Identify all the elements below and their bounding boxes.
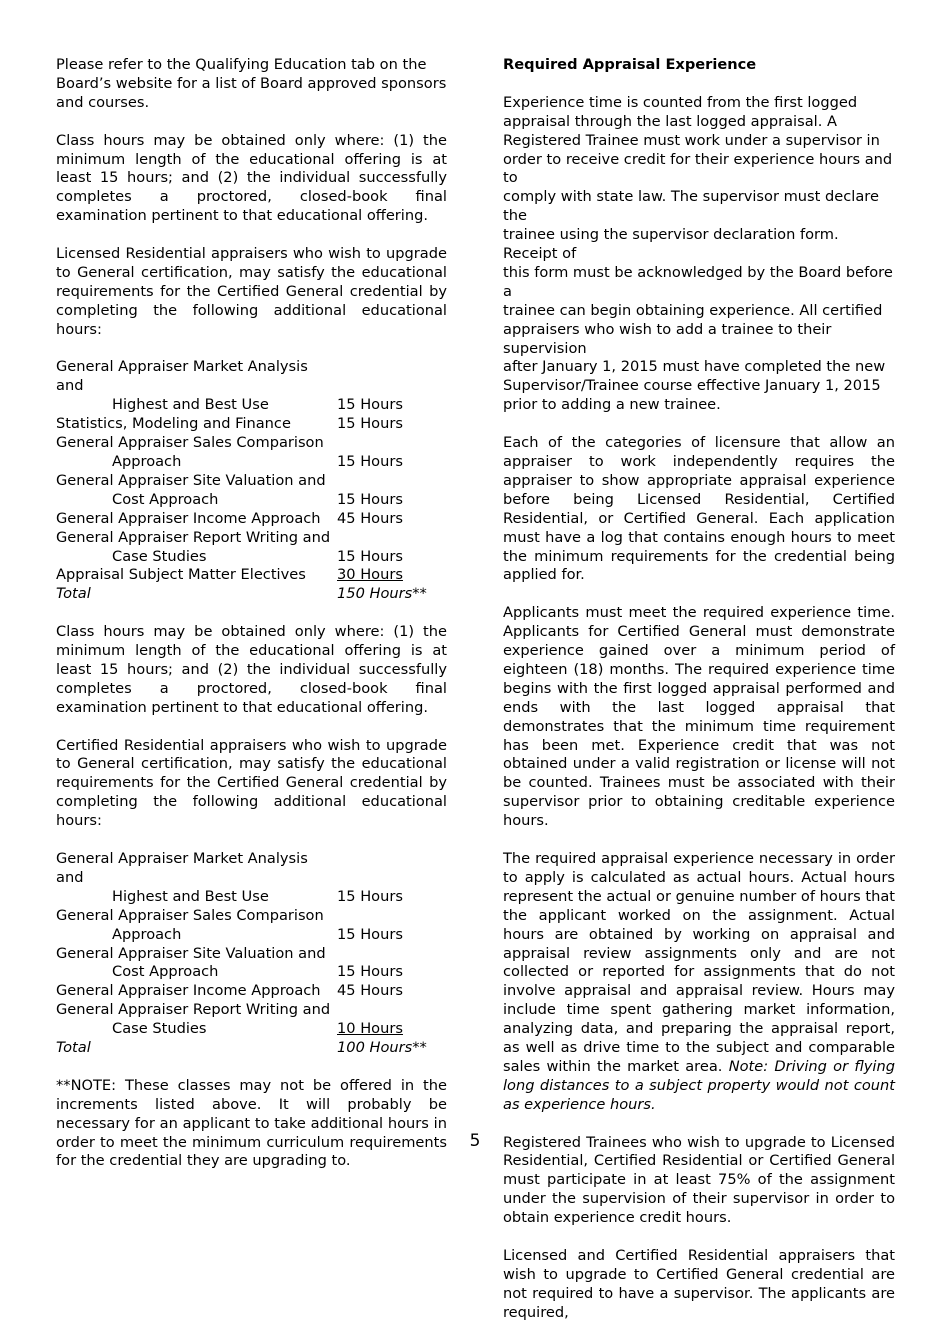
table-row [56,982,447,1001]
course-hours: 15 Hours [337,396,403,414]
table-row [56,1020,447,1039]
experience-paragraph-1 [503,94,895,415]
table-row [56,415,447,434]
certified-upgrade-paragraph: Certified Residential appraisers who wish to upgrade to General certification, may satisfy the educational requirements for the Certified General credential by completing the following additional educational hours: [56,736,447,830]
text-line: Registered Trainee must work under a supervisor in [503,131,880,149]
section-heading: Required Appraisal Experience [503,56,757,73]
table-row [56,963,447,982]
course-name-cont: Case Studies [112,1020,207,1038]
experience-paragraph-3: Applicants must meet the required experience time. Applicants for Certified General must demonstrate experience gained over a minimum period of eighteen (18) months. The required experience time begins with the first logged appraisal performed and ends with the last logged appraisal that demonstrates that the minimum time requirement has been met. Experience credit that was not obtained under a valid registration or license will not be counted. Trainees must be associated with their supervisor prior to obtaining creditable experience hours. [503,604,895,830]
course-name: General Appraiser Market Analysis and [56,849,308,886]
course-name: General Appraiser Sales Comparison [56,434,324,452]
course-hours: 45 Hours [337,509,403,527]
text-line: appraisers who wish to add a trainee to their supervision [503,320,832,357]
experience-paragraph-5: Registered Trainees who wish to upgrade to Licensed Residential, Certified Residential or Certified General must participate in at least 75% of the assignment under the supervision of their supervisor in order to obtain experience credit hours. [503,1133,895,1227]
text-line: after January 1, 2015 must have completed the new [503,358,886,376]
table-row [56,926,447,945]
course-name-cont: Highest and Best Use [112,396,269,414]
licensed-upgrade-paragraph: Licensed Residential appraisers who wish to upgrade to General certification, may satisfy the educational requirements for the Certified General credential by completing the following additional educational hours: [56,245,447,338]
table-row [56,850,447,888]
certified-hours-table [56,850,447,1058]
course-name: General Appraiser Market Analysis and [56,358,308,395]
text-line: appraisal through the last logged appraisal. A [503,112,837,130]
course-name: General Appraiser Sales Comparison [56,906,324,924]
experience-paragraph-2: Each of the categories of licensure that allow an appraiser to work independently requires the appraiser to show appropriate appraisal experience before being Licensed Residential, Certified Residential, or Certified General. Each application must have a log that contains enough hours to meet the minimum requirements for the credential being applied for. [503,434,895,584]
intro-paragraph: Please refer to the Qualifying Education tab on the Board’s website for a list of Board approved sponsors and courses. [56,56,447,111]
text-line: comply with state law. The supervisor must declare the [503,188,879,225]
course-name: General Appraiser Report Writing and [56,528,331,546]
table-row [56,888,447,907]
total-hours: 150 Hours** [337,585,427,603]
table-row [56,529,447,548]
course-hours: 15 Hours [337,452,403,470]
text-line: Supervisor/Trainee course effective January 1, 2015 [503,377,881,395]
course-name-cont: Cost Approach [112,490,219,508]
text-line: trainee can begin obtaining experience. All certified [503,301,883,319]
table-row [56,453,447,472]
table-row [56,510,447,529]
page-number: 5 [469,1131,481,1151]
course-name: General Appraiser Income Approach [56,509,321,527]
course-name-cont: Approach [112,925,182,943]
course-hours: 15 Hours [337,547,403,565]
class-hours-paragraph-2: Class hours may be obtained only where: (1) the minimum length of the educational offering is at least 15 hours; and (2) the individual successfully completes a proctored, closed-book final examination pertinent to that educational offering. [56,623,447,716]
experience-paragraph-6: Licensed and Certified Residential appraisers that wish to upgrade to Certified General credential are not required to have a supervisor. The applicants are required, [503,1247,895,1321]
actual-hours-text: The required appraisal experience necessary in order to apply is calculated as actual hours. Actual hours represent the actual or genuine number of hours that the applicant worked on the assignment. Actual hours are obtained by working on appraisal and appraisal review assignments only and are not collected or reported for assignments that do not involve appraisal and appraisal review. Hours may include time spent gathering market information, analyzing data, and preparing the appraisal report, as well as drive time to the subject and comparable sales within the market area. [503,850,895,1075]
text-line: Experience time is counted from the first logged [503,93,858,111]
course-name: General Appraiser Site Valuation and [56,471,326,489]
table-row [56,472,447,491]
course-name: General Appraiser Income Approach [56,982,321,1000]
table-row [56,1001,447,1020]
course-name: General Appraiser Report Writing and [56,1001,331,1019]
licensed-hours-table [56,358,447,604]
table-row [56,358,447,396]
total-label: Total [56,585,91,603]
course-hours: 15 Hours [337,963,403,981]
course-hours: 15 Hours [337,887,403,905]
total-label: Total [56,1039,91,1057]
table-total-row [56,1039,447,1058]
experience-paragraph-4 [503,850,895,1115]
table-row [56,396,447,415]
course-name-cont: Approach [112,452,182,470]
course-name-cont: Highest and Best Use [112,887,269,905]
course-hours: 45 Hours [337,982,403,1000]
course-hours: 15 Hours [337,415,403,433]
driving-note: Note: Driving or flying long distances to a subject property would not count as experience hours. [503,1057,895,1113]
table-total-row [56,585,447,604]
note-paragraph: **NOTE: These classes may not be offered in the increments listed above. It will probably be necessary for an applicant to take additional hours in order to meet the minimum curriculum requirements for the credential they are upgrading to. [56,1076,447,1170]
text-line: trainee using the supervisor declaration form. Receipt of [503,226,839,263]
class-hours-paragraph-1: Class hours may be obtained only where: (1) the minimum length of the educational offering is at least 15 hours; and (2) the individual successfully completes a proctored, closed-book final examination pertinent to that educational offering. [56,131,447,225]
table-row [56,491,447,510]
course-hours: 15 Hours [337,490,403,508]
text-line: order to receive credit for their experience hours and to [503,150,893,187]
course-hours: 30 Hours [337,566,403,584]
course-hours: 15 Hours [337,925,403,943]
total-hours: 100 Hours** [337,1039,427,1057]
table-row [56,548,447,567]
table-row [56,566,447,585]
course-name-cont: Case Studies [112,547,207,565]
course-name: General Appraiser Site Valuation and [56,944,326,962]
table-row [56,907,447,926]
text-line: this form must be acknowledged by the Board before a [503,263,893,300]
course-name: Statistics, Modeling and Finance [56,415,291,433]
course-name-cont: Cost Approach [112,963,219,981]
course-name: Appraisal Subject Matter Electives [56,566,306,584]
table-row [56,434,447,453]
left-column [56,56,447,1190]
table-row [56,945,447,964]
course-hours: 10 Hours [337,1020,403,1038]
text-line: prior to adding a new trainee. [503,396,721,414]
